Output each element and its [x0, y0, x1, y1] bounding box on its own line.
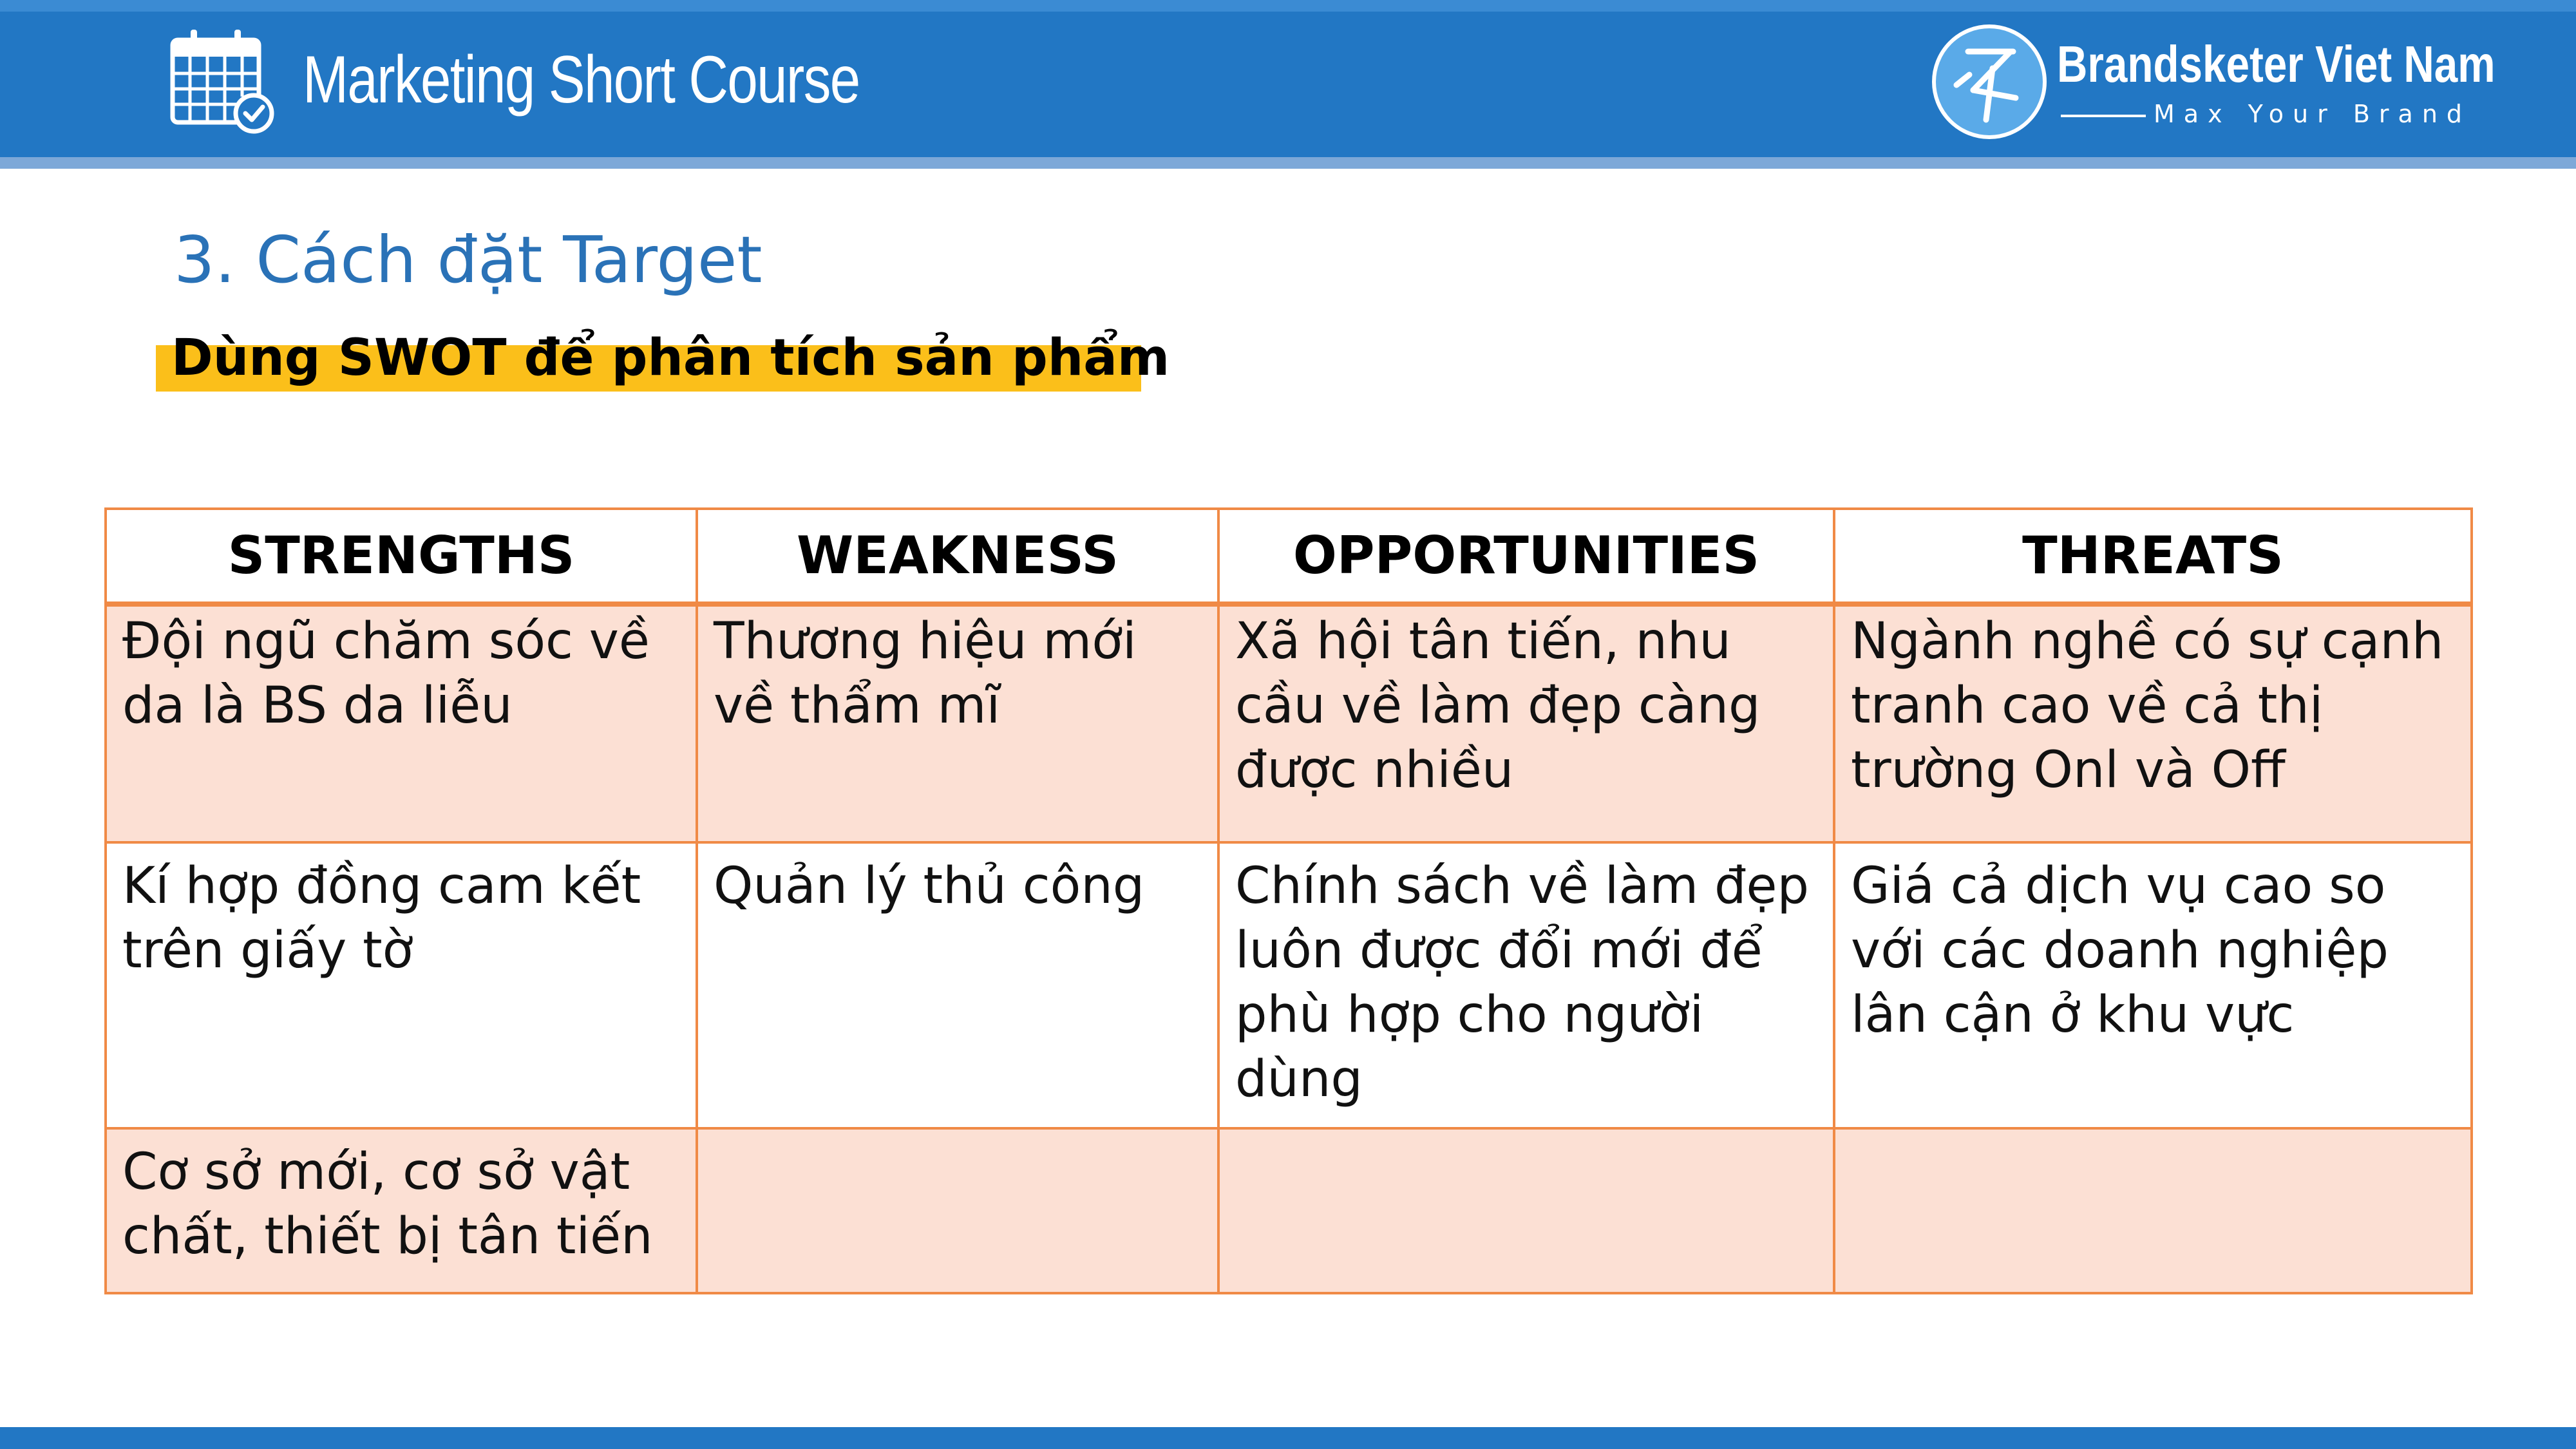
course-title: Marketing Short Course — [303, 43, 860, 117]
weakness-cell: Quản lý thủ công — [697, 842, 1218, 1128]
brand-divider-line — [2061, 115, 2146, 117]
brand-tagline: Max Your Brand — [2154, 100, 2472, 128]
opportunity-cell — [1218, 1128, 1834, 1293]
header-weakness: WEAKNESS — [697, 509, 1218, 604]
swot-table — [104, 507, 2473, 1294]
header-top-stripe — [0, 0, 2576, 12]
weakness-cell: Thương hiệu mới về thẩm mĩ — [697, 604, 1218, 842]
table-row — [106, 1128, 2472, 1293]
opportunity-cell: Xã hội tân tiến, nhu cầu về làm đẹp càng được nhiều — [1218, 604, 1834, 842]
section-subtitle: Dùng SWOT để phân tích sản phẩm — [171, 329, 1170, 387]
strength-cell: Đội ngũ chăm sóc về da là BS da liễu — [106, 604, 697, 842]
section-title: 3. Cách đặt Target — [174, 222, 762, 298]
table-row — [106, 842, 2472, 1128]
brand-logo-icon — [1931, 23, 2048, 140]
strength-cell: Kí hợp đồng cam kết trên giấy tờ — [106, 842, 697, 1128]
header-opportunities: OPPORTUNITIES — [1218, 509, 1834, 604]
table-row — [106, 604, 2472, 842]
threat-cell — [1834, 1128, 2472, 1293]
swot-header-row — [106, 509, 2472, 604]
calendar-check-icon — [169, 26, 277, 134]
header-bottom-stripe — [0, 157, 2576, 169]
header-threats: THREATS — [1834, 509, 2472, 604]
weakness-cell — [697, 1128, 1218, 1293]
header-strengths: STRENGTHS — [106, 509, 697, 604]
footer-bar — [0, 1427, 2576, 1449]
brand-name: Brandsketer Viet Nam — [2057, 35, 2496, 93]
opportunity-cell: Chính sách về làm đẹp luôn được đổi mới để phù hợp cho người dùng — [1218, 842, 1834, 1128]
threat-cell: Giá cả dịch vụ cao so với các doanh nghiệp lân cận ở khu vực — [1834, 842, 2472, 1128]
threat-cell: Ngành nghề có sự cạnh tranh cao về cả thị trường Onl và Off — [1834, 604, 2472, 842]
header-bar — [0, 0, 2576, 167]
strength-cell: Cơ sở mới, cơ sở vật chất, thiết bị tân tiến — [106, 1128, 697, 1293]
